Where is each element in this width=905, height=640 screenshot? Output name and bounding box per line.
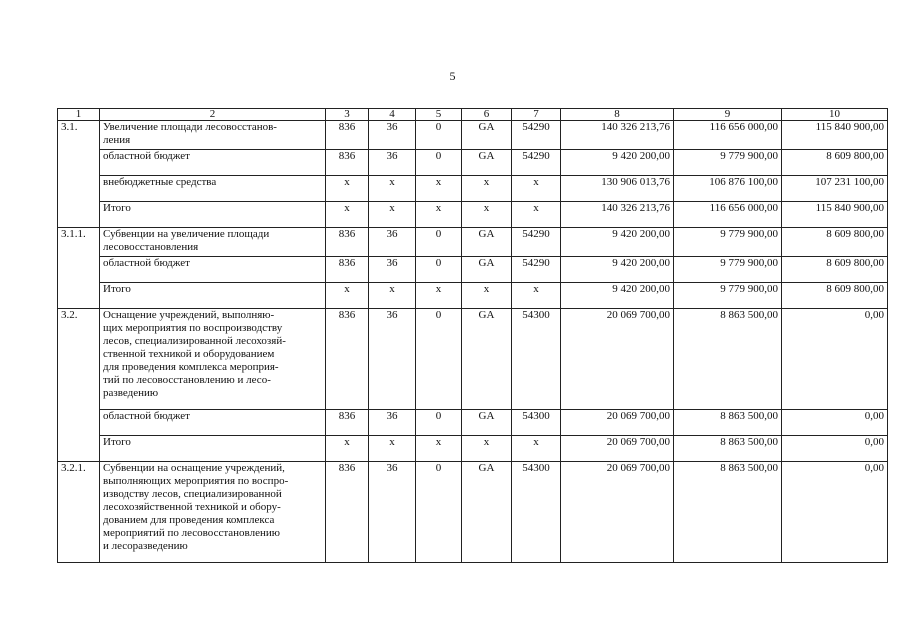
page-number: 5: [449, 69, 456, 83]
code-cell: x: [462, 283, 512, 309]
code-cell: 836: [326, 462, 369, 563]
code-cell: GA: [462, 121, 512, 150]
column-header: 8: [561, 109, 674, 121]
row-name: областной бюджет: [100, 150, 326, 176]
code-cell: 0: [416, 121, 462, 150]
code-cell: GA: [462, 228, 512, 257]
code-cell: 54290: [512, 150, 561, 176]
amount-cell: 8 609 800,00: [782, 257, 888, 283]
amount-cell: 130 906 013,76: [561, 176, 674, 202]
row-name: областной бюджет: [100, 257, 326, 283]
amount-cell: 0,00: [782, 436, 888, 462]
code-cell: 54300: [512, 309, 561, 410]
code-cell: 36: [369, 228, 416, 257]
row-name: Субвенции на увеличение площади лесовосстановления: [100, 228, 326, 257]
code-cell: 836: [326, 257, 369, 283]
row-name: внебюджетные средства: [100, 176, 326, 202]
amount-cell: 8 609 800,00: [782, 150, 888, 176]
section-number: 3.2.: [58, 309, 100, 462]
budget-table: [57, 108, 888, 563]
code-cell: 836: [326, 410, 369, 436]
code-cell: x: [512, 202, 561, 228]
amount-cell: 115 840 900,00: [782, 121, 888, 150]
amount-cell: 116 656 000,00: [674, 121, 782, 150]
row-name: Увеличение площади лесовосстанов- ления: [100, 121, 326, 150]
amount-cell: 9 779 900,00: [674, 283, 782, 309]
table-header-row: [58, 109, 888, 121]
amount-cell: 9 420 200,00: [561, 228, 674, 257]
column-header: 1: [58, 109, 100, 121]
amount-cell: 20 069 700,00: [561, 410, 674, 436]
code-cell: 54290: [512, 257, 561, 283]
amount-cell: 107 231 100,00: [782, 176, 888, 202]
column-header: 7: [512, 109, 561, 121]
code-cell: x: [512, 176, 561, 202]
table-row: [58, 228, 888, 257]
amount-cell: 8 863 500,00: [674, 410, 782, 436]
code-cell: 836: [326, 121, 369, 150]
row-name: Итого: [100, 202, 326, 228]
code-cell: 0: [416, 410, 462, 436]
code-cell: GA: [462, 257, 512, 283]
code-cell: 54290: [512, 121, 561, 150]
amount-cell: 0,00: [782, 410, 888, 436]
amount-cell: 0,00: [782, 462, 888, 563]
code-cell: 36: [369, 462, 416, 563]
table-row: [58, 176, 888, 202]
table-row: [58, 462, 888, 563]
code-cell: x: [512, 283, 561, 309]
code-cell: GA: [462, 462, 512, 563]
table-row: [58, 283, 888, 309]
code-cell: 54290: [512, 228, 561, 257]
amount-cell: 9 420 200,00: [561, 283, 674, 309]
table-row: [58, 410, 888, 436]
code-cell: x: [369, 283, 416, 309]
code-cell: x: [326, 283, 369, 309]
code-cell: 36: [369, 257, 416, 283]
column-header: 3: [326, 109, 369, 121]
table-row: [58, 150, 888, 176]
code-cell: x: [326, 202, 369, 228]
amount-cell: 140 326 213,76: [561, 121, 674, 150]
section-number: 3.1.1.: [58, 228, 100, 309]
table-row: [58, 309, 888, 410]
code-cell: 36: [369, 150, 416, 176]
code-cell: x: [369, 436, 416, 462]
amount-cell: 0,00: [782, 309, 888, 410]
column-header: 10: [782, 109, 888, 121]
code-cell: 0: [416, 462, 462, 563]
code-cell: 54300: [512, 410, 561, 436]
section-number: 3.1.: [58, 121, 100, 228]
table-row: [58, 257, 888, 283]
amount-cell: 8 863 500,00: [674, 309, 782, 410]
code-cell: x: [326, 176, 369, 202]
code-cell: GA: [462, 410, 512, 436]
column-header: 5: [416, 109, 462, 121]
amount-cell: 140 326 213,76: [561, 202, 674, 228]
code-cell: GA: [462, 309, 512, 410]
column-header: 2: [100, 109, 326, 121]
row-name: Итого: [100, 436, 326, 462]
amount-cell: 8 863 500,00: [674, 436, 782, 462]
amount-cell: 20 069 700,00: [561, 309, 674, 410]
code-cell: x: [416, 283, 462, 309]
amount-cell: 106 876 100,00: [674, 176, 782, 202]
amount-cell: 20 069 700,00: [561, 436, 674, 462]
code-cell: x: [369, 176, 416, 202]
code-cell: 836: [326, 150, 369, 176]
code-cell: x: [416, 436, 462, 462]
row-name: Оснащение учреждений, выполняю- щих мероприятия по воспроизводству лесов, специализированной лесохозяй- ственной техникой и оборудованием для проведения комплекса мероприя- тий по лесовосстановлению и лесо- разведению: [100, 309, 326, 410]
code-cell: 0: [416, 309, 462, 410]
code-cell: 0: [416, 257, 462, 283]
amount-cell: 9 779 900,00: [674, 228, 782, 257]
code-cell: x: [462, 202, 512, 228]
code-cell: 836: [326, 309, 369, 410]
amount-cell: 9 420 200,00: [561, 150, 674, 176]
amount-cell: 8 863 500,00: [674, 462, 782, 563]
code-cell: 54300: [512, 462, 561, 563]
code-cell: x: [462, 176, 512, 202]
code-cell: x: [416, 202, 462, 228]
amount-cell: 9 779 900,00: [674, 150, 782, 176]
code-cell: 36: [369, 121, 416, 150]
column-header: 9: [674, 109, 782, 121]
row-name: Субвенции на оснащение учреждений, выполняющих мероприятия по воспро- изводству лесов, специализированной лесохозяйственной техникой и обору- дованием для проведения комплекса мероприятий по лесовосстановлению и лесоразведению: [100, 462, 326, 563]
amount-cell: 20 069 700,00: [561, 462, 674, 563]
code-cell: x: [462, 436, 512, 462]
row-name: областной бюджет: [100, 410, 326, 436]
code-cell: 0: [416, 150, 462, 176]
amount-cell: 9 420 200,00: [561, 257, 674, 283]
column-header: 4: [369, 109, 416, 121]
table-row: [58, 202, 888, 228]
table-row: [58, 121, 888, 150]
code-cell: x: [369, 202, 416, 228]
code-cell: x: [416, 176, 462, 202]
amount-cell: 8 609 800,00: [782, 228, 888, 257]
table-row: [58, 436, 888, 462]
code-cell: 0: [416, 228, 462, 257]
row-name: Итого: [100, 283, 326, 309]
amount-cell: 115 840 900,00: [782, 202, 888, 228]
amount-cell: 116 656 000,00: [674, 202, 782, 228]
code-cell: x: [512, 436, 561, 462]
column-header: 6: [462, 109, 512, 121]
section-number: 3.2.1.: [58, 462, 100, 563]
amount-cell: 9 779 900,00: [674, 257, 782, 283]
code-cell: 836: [326, 228, 369, 257]
code-cell: 36: [369, 410, 416, 436]
amount-cell: 8 609 800,00: [782, 283, 888, 309]
code-cell: 36: [369, 309, 416, 410]
code-cell: GA: [462, 150, 512, 176]
code-cell: x: [326, 436, 369, 462]
